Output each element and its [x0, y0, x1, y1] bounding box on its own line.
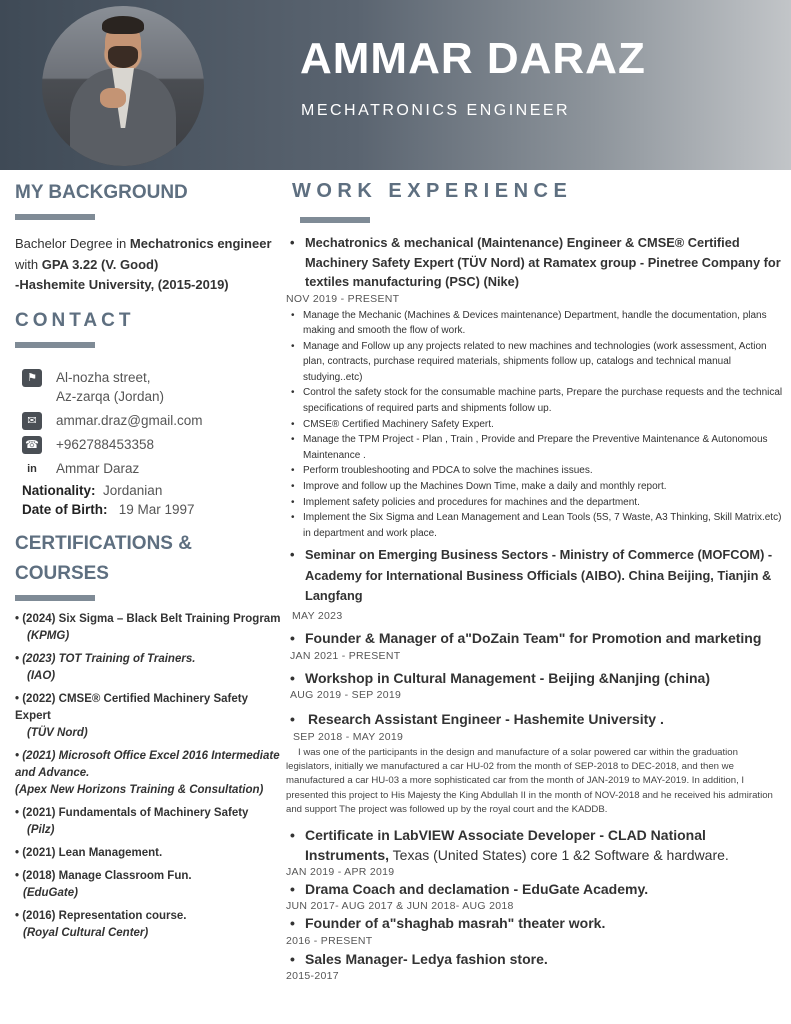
job-entry: [286, 628, 786, 663]
list-item: • (2023) TOT Training of Trainers. (IAO): [15, 652, 196, 682]
list-item: • CMSE® Certified Machinery Safety Expert.: [286, 417, 786, 433]
job-entry-date: AUG 2019 - SEP 2019: [290, 689, 402, 702]
list-item: • (2018) Manage Classroom Fun. (EduGate): [15, 869, 192, 899]
list-item: • Manage and Follow up any projects related to new machines and technologies (work assessment, Action plan, contracts, purchase required materials, shipments follow up, catalogs and technical manual studying..etc): [286, 339, 786, 386]
person-name: AMMAR DARAZ: [300, 34, 646, 83]
job-entry-title: • Certificate in LabVIEW Associate Developer - CLAD National Instruments, Texas (United States) core 1 &2 Software & hardware.: [286, 825, 786, 865]
job-entry-date: 2015-2017: [286, 970, 339, 983]
location-icon: ⚑: [22, 369, 42, 387]
job-entry: [286, 710, 786, 817]
right-column: [286, 180, 786, 983]
list-item: • (2021) Lean Management.: [15, 846, 163, 859]
section-divider: [300, 217, 370, 223]
header-banner: [0, 0, 791, 170]
background-heading: MY BACKGROUND: [15, 182, 188, 203]
job-entry-title: • Seminar on Emerging Business Sectors - Ministry of Commerce (MOFCOM) - Academy for International Business Officials (AIBO). China Beijing, Tianjin & Langfang: [286, 545, 786, 607]
contact-linkedin[interactable]: in Ammar Daraz: [15, 459, 285, 478]
job-entry-title: • Founder & Manager of a"DoZain Team" for Promotion and marketing: [286, 628, 786, 649]
linkedin-icon: in: [22, 460, 42, 478]
background-text: Bachelor Degree in Mechatronics engineer with GPA 3.22 (V. Good) -Hashemite University, (2015-2019): [15, 236, 272, 292]
contact-address: ⚑ Al-nozha street, Az-zarqa (Jordan): [15, 368, 285, 406]
job-entry-date: JAN 2019 - APR 2019: [286, 865, 395, 878]
certifications-list: [15, 611, 285, 942]
job-entry: [286, 825, 786, 879]
work-experience-heading: WORK EXPERIENCE: [292, 180, 573, 202]
list-item: • Manage the TPM Project - Plan , Train , Provide and Prepare the Preventive Maintenance & Autonomous Maintenance .: [286, 432, 786, 463]
contact-list: [15, 368, 285, 517]
list-item: • (2021) Microsoft Office Excel 2016 Intermediate and Advance. (Apex New Horizons Training & Consultation): [15, 749, 280, 796]
list-item: • Perform troubleshooting and PDCA to solve the machines issues.: [286, 463, 786, 479]
job-entry-title: • Drama Coach and declamation - EduGate Academy.: [286, 880, 786, 900]
job-entry-bullets: [286, 308, 786, 542]
list-item: • Implement the Six Sigma and Lean Management and Lean Tools (5S, 7 Waste, A3 Thinking, Skill Matrix.etc) in department and work place.: [286, 510, 786, 541]
list-item: • (2021) Fundamentals of Machinery Safety (Pilz): [15, 806, 249, 836]
list-item: • Improve and follow up the Machines Down Time, make a daily and monthly report.: [286, 479, 786, 495]
date-of-birth: Date of Birth: 19 Mar 1997: [22, 501, 195, 517]
job-entry: [286, 880, 786, 914]
job-entry: [286, 950, 786, 984]
list-item: • Manage the Mechanic (Machines & Devices maintenance) Department, handle the documentation, plans making and smooth the flow of work.: [286, 308, 786, 339]
job-entry-date: SEP 2018 - MAY 2019: [293, 730, 404, 743]
list-item: • (2024) Six Sigma – Black Belt Training Program (KPMG): [15, 612, 281, 642]
certifications-heading: CERTIFICATIONS & COURSES: [15, 532, 192, 584]
list-item: • Control the safety stock for the consumable machine parts, Prepare the purchase requests and the technical specifications of required parts and shipments follow up.: [286, 385, 786, 416]
list-item: • (2016) Representation course. (Royal Cultural Center): [15, 909, 187, 939]
job-entry-date: MAY 2023: [292, 609, 343, 622]
job-entry-title: • Founder of a"shaghab masrah" theater work.: [286, 914, 786, 934]
job-entry-date: JAN 2021 - PRESENT: [290, 649, 401, 662]
contact-email[interactable]: ✉ ammar.draz@gmail.com: [15, 411, 285, 430]
job-entry: [286, 233, 786, 541]
email-icon: ✉: [22, 412, 42, 430]
job-entry-title: • Workshop in Cultural Management - Beijing &Nanjing (china): [286, 669, 786, 689]
job-entry: [286, 545, 786, 623]
job-entry-title: • Sales Manager- Ledya fashion store.: [286, 950, 786, 970]
job-entry-date: 2016 - PRESENT: [286, 934, 373, 947]
contact-phone[interactable]: ☎ +962788453358: [15, 435, 285, 454]
job-entry: [286, 914, 786, 948]
job-entry-date: NOV 2019 - PRESENT: [286, 292, 400, 305]
section-divider: [15, 214, 95, 220]
list-item: • (2022) CMSE® Certified Machinery Safety Expert (TÜV Nord): [15, 692, 248, 739]
profile-photo: [42, 6, 204, 166]
section-divider: [15, 342, 95, 348]
job-entry-description: I was one of the participants in the design and manufacture of a solar powered car within the graduation legislators, initially we manufactured a car HU-02 from the month of SEP-2018 to DEC-2018, and then we manufactured a car HU-03 a more sophisticated car from the month of JAN-2019 to MAY-2019. In addition, I presented this project to His Majesty the King Abdullah II in the month of NOV-2018 and he received his admiration and support The project was followed up by the royal court and the KADDB.: [286, 746, 773, 815]
job-entry-title: • Research Assistant Engineer - Hashemite University .: [286, 710, 786, 730]
job-entry-date: JUN 2017- AUG 2017 & JUN 2018- AUG 2018: [286, 900, 514, 913]
job-title: MECHATRONICS ENGINEER: [301, 102, 571, 119]
left-column: [15, 182, 285, 948]
section-divider: [15, 595, 95, 601]
job-entry: [286, 669, 786, 703]
phone-icon: ☎: [22, 436, 42, 454]
list-item: • Implement safety policies and procedures for machines and the department.: [286, 495, 786, 511]
nationality: Nationality: Jordanian: [22, 482, 163, 498]
job-entry-title: • Mechatronics & mechanical (Maintenance) Engineer & CMSE® Certified Machinery Safety Expert (TÜV Nord) at Ramatex group - Pinetree Company for textiles manufacturing (PSC) (Nike): [286, 233, 786, 292]
contact-heading: CONTACT: [15, 309, 135, 331]
